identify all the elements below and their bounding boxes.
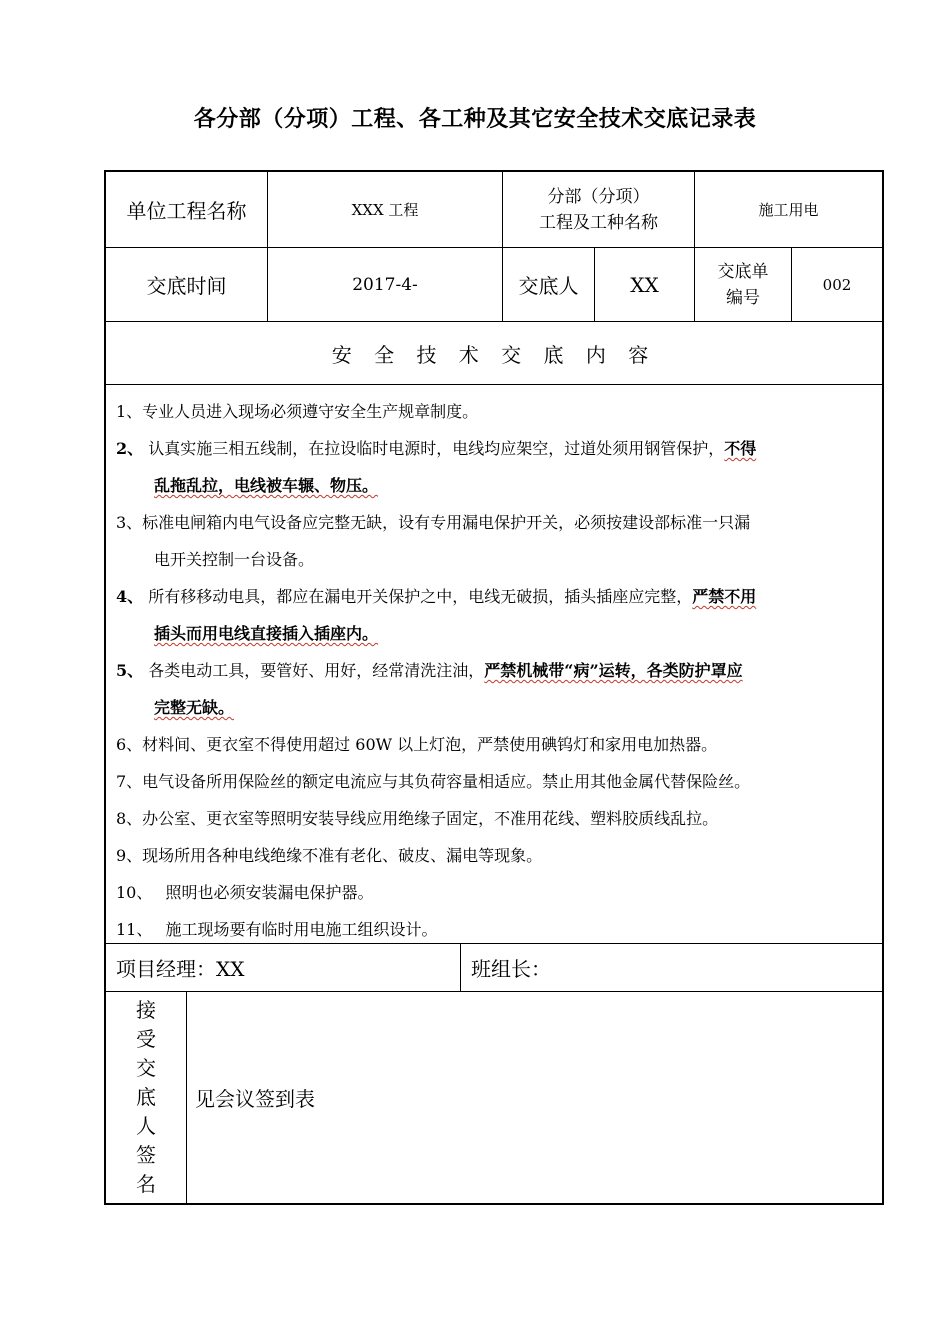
sub-project-value: 施工用电: [694, 172, 882, 247]
number-value: 002: [791, 248, 882, 321]
project-manager: 项目经理：XX: [116, 957, 245, 981]
list-item-2: [116, 430, 874, 467]
team-leader: 班组长：: [460, 944, 882, 991]
item-2-text: 认真实施三相五线制，在拉设临时电源时，电线均应架空，过道处须用钢管保护，: [143, 439, 725, 458]
person-value: XX: [594, 248, 694, 321]
list-item-5: [116, 652, 874, 689]
list-item-5-cont: [116, 689, 874, 726]
signature-label-char-5: 人: [136, 1114, 156, 1138]
time-value: 2017-4-: [267, 248, 502, 321]
item-5-emphasis-b: 完整无缺。: [154, 698, 235, 717]
list-item-2-cont: [116, 467, 874, 504]
item-5-text: 各类电动工具，要管好、用好，经常清洗注油，: [143, 661, 485, 680]
number-label-line1: 交底单: [717, 261, 769, 282]
unit-value: XXX 工程: [267, 172, 502, 247]
list-item-9: 9、现场所用各种电线绝缘不准有老化、破皮、漏电等现象。: [116, 846, 543, 865]
sub-project-label-line2: 工程及工种名称: [539, 212, 658, 233]
list-item-8: 8、办公室、更衣室等照明安装导线应用绝缘子固定，不准用花线、塑料胶质线乱拉。: [116, 809, 719, 828]
list-item-3-cont: 电开关控制一台设备。: [154, 550, 315, 569]
table-row-time: [106, 247, 882, 321]
signature-label-char-3: 交: [136, 1056, 156, 1080]
content-cell: [106, 385, 882, 943]
item-2-emphasis-b: 乱拖乱拉，电线被车辗、物压。: [154, 476, 379, 495]
table-row-signature: [106, 991, 882, 1203]
item-2-number: 2、: [116, 439, 144, 458]
item-2-emphasis-a: 不得: [724, 439, 757, 458]
number-label-line2: 编号: [726, 287, 760, 308]
item-4-emphasis-b: 插头而用电线直接插入插座内。: [154, 624, 379, 643]
table-row-footer: [106, 943, 882, 991]
time-label: 交底时间: [146, 274, 227, 298]
list-item-3: 3、标准电闸箱内电气设备应完整无缺，设有专用漏电保护开关，必须按建设部标准一只漏: [116, 513, 751, 532]
table-row-content: [106, 384, 882, 943]
list-item-10: 10、 照明也必须安装漏电保护器。: [116, 883, 374, 902]
safety-briefing-table: [104, 170, 884, 1205]
signature-label: [106, 992, 186, 1203]
table-row-section-title: [106, 321, 882, 384]
signature-label-char-4: 底: [136, 1085, 156, 1109]
content-list: [106, 385, 882, 952]
signature-label-char-2: 受: [136, 1027, 156, 1051]
list-item-4-cont: [116, 615, 874, 652]
list-item-1: 1、专业人员进入现场必须遵守安全生产规章制度。: [116, 402, 479, 421]
document-title: 各分部（分项）工程、各工种及其它安全技术交底记录表: [193, 107, 757, 132]
signature-label-char-7: 名: [136, 1172, 156, 1196]
list-item-6: 6、材料间、更衣室不得使用超过 60W 以上灯泡，严禁使用碘钨灯和家用电加热器。: [116, 735, 718, 754]
signature-value: 见会议签到表: [186, 992, 882, 1203]
number-label: [694, 248, 791, 321]
item-4-number: 4、: [116, 587, 144, 606]
list-item-11: 11、 施工现场要有临时用电施工组织设计。: [116, 920, 438, 939]
sub-project-label-line1: 分部（分项）: [547, 186, 650, 207]
item-4-emphasis-a: 严禁不用: [692, 587, 757, 606]
list-item-7: 7、电气设备所用保险丝的额定电流应与其负荷容量相适应。禁止用其他金属代替保险丝。: [116, 772, 751, 791]
item-5-number: 5、: [116, 661, 144, 680]
list-item-4: [116, 578, 874, 615]
table-row-unit: [106, 172, 882, 247]
unit-label: 单位工程名称: [126, 199, 247, 223]
item-5-emphasis-a: 严禁机械带“病”运转，各类防护罩应: [484, 661, 743, 680]
section-title: 安 全 技 术 交 底 内 容: [331, 342, 657, 367]
sub-project-label: [502, 172, 694, 247]
signature-label-char-1: 接: [136, 998, 156, 1022]
signature-label-char-6: 签: [136, 1143, 156, 1167]
person-label: 交底人: [502, 248, 594, 321]
item-4-text: 所有移移动电具，都应在漏电开关保护之中，电线无破损，插头插座应完整，: [143, 587, 693, 606]
